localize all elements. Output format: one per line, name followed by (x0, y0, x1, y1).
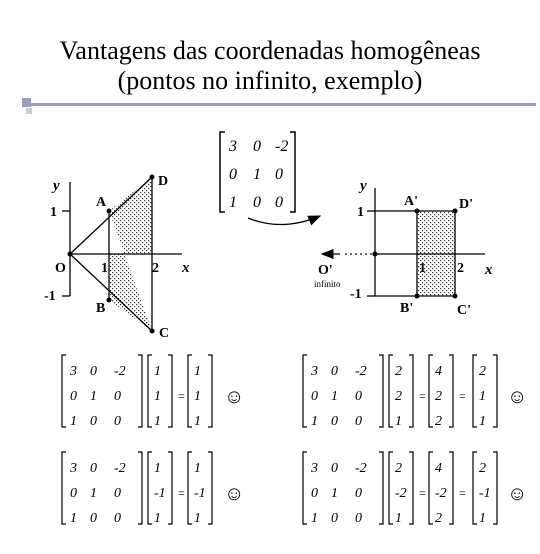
equation-vector-entry: 1 (395, 511, 402, 526)
equation-matrix-cell: 0 (355, 389, 362, 404)
right-infinity-note: infinito (314, 279, 341, 289)
equation-matrix-cell: 0 (114, 486, 121, 501)
equation-vector-entry: 1 (154, 511, 161, 526)
transform-arrow (248, 216, 320, 225)
equation-vector-entry: 1 (154, 389, 161, 404)
equation-result-entry: 2 (435, 389, 442, 404)
equation-matrix-cell: 1 (90, 486, 97, 501)
left-tick-yneg1: -1 (44, 289, 56, 304)
equation-matrix-cell: -2 (114, 364, 126, 379)
equation-matrix-cell: 0 (90, 414, 97, 429)
equation-matrix-cell: 1 (311, 511, 318, 526)
equation-matrix-cell: 1 (70, 414, 77, 429)
equation-matrix-cell: 0 (331, 461, 338, 476)
equation-matrix-cell: 0 (90, 461, 97, 476)
top-matrix-cell: 1 (253, 166, 261, 183)
equals-sign: = (459, 486, 466, 500)
equation-4 (303, 452, 527, 526)
equation-result-entry: 1 (194, 364, 201, 379)
left-x-label: x (182, 260, 190, 276)
equation-matrix-cell: 3 (70, 364, 77, 379)
smiley-icon: ☺ (507, 386, 528, 408)
right-tick-x2: 2 (457, 261, 464, 276)
right-tick-yneg1: -1 (350, 287, 362, 302)
top-matrix-cell: 0 (275, 194, 283, 211)
equation-matrix-cell: 1 (90, 389, 97, 404)
equation-matrix-cell: 0 (70, 486, 77, 501)
point-C (150, 329, 155, 334)
equation-result-entry: -2 (435, 486, 447, 501)
point-D-prime (453, 209, 458, 214)
equation-matrix-cell: 0 (355, 414, 362, 429)
equation-result-entry: 2 (435, 414, 442, 429)
equation-matrix-cell: -2 (114, 461, 126, 476)
equation-vector-entry: -1 (154, 486, 166, 501)
equation-matrix-cell: 0 (114, 414, 121, 429)
right-label-A: A' (404, 194, 418, 209)
equation-2 (303, 355, 527, 429)
left-tick-y1: 1 (50, 205, 57, 220)
equation-matrix-cell: 0 (331, 364, 338, 379)
equation-vector-entry: 1 (154, 414, 161, 429)
equation-matrix-cell: 1 (331, 486, 338, 501)
top-matrix-cell: 0 (229, 166, 237, 183)
left-label-C: C (159, 326, 170, 341)
smiley-icon: ☺ (224, 483, 245, 505)
origin-prime-point (373, 252, 378, 257)
equation-extra-entry: -1 (479, 486, 491, 501)
equals-sign: = (178, 486, 185, 500)
equals-sign: = (419, 486, 426, 500)
equation-extra-entry: 2 (479, 461, 486, 476)
equation-vector-entry: -2 (395, 486, 407, 501)
right-x-label: x (485, 262, 493, 278)
point-D (150, 175, 155, 180)
equation-vector-entry: 1 (154, 461, 161, 476)
left-y-label: y (53, 178, 60, 194)
equation-3 (62, 452, 244, 526)
equation-extra-entry: 1 (479, 414, 486, 429)
equation-result-entry: 2 (435, 511, 442, 526)
right-label-C: C' (457, 303, 471, 318)
equation-matrix-cell: 3 (70, 461, 77, 476)
point-B (107, 298, 112, 303)
equals-sign: = (419, 389, 426, 403)
equation-extra-entry: 1 (479, 511, 486, 526)
equation-matrix-cell: 1 (331, 389, 338, 404)
equation-result-entry: 4 (435, 364, 442, 379)
top-matrix-cell: 0 (253, 138, 261, 155)
top-matrix-cell: 1 (229, 194, 237, 211)
top-matrix (220, 132, 295, 212)
equation-vector-entry: 2 (395, 364, 402, 379)
equation-matrix-cell: 0 (114, 511, 121, 526)
equation-vector-entry: 2 (395, 389, 402, 404)
left-label-D: D (158, 174, 169, 189)
left-label-B: B (96, 301, 106, 316)
right-y-label: y (360, 178, 367, 194)
equation-matrix-cell: 3 (311, 364, 318, 379)
point-A (107, 209, 112, 214)
equation-matrix-cell: 1 (311, 414, 318, 429)
equation-matrix-cell: 0 (331, 511, 338, 526)
slide-title-line-1: Vantagens das coordenadas homogêneas (59, 36, 481, 65)
equation-result-entry: 1 (194, 414, 201, 429)
equation-vector-entry: 1 (154, 364, 161, 379)
left-tick-x2: 2 (152, 261, 159, 276)
equation-result-entry: 1 (194, 461, 201, 476)
equation-matrix-cell: 0 (331, 414, 338, 429)
equation-matrix-cell: 0 (70, 389, 77, 404)
equation-1 (62, 355, 244, 429)
smiley-icon: ☺ (224, 386, 245, 408)
top-matrix-cell: 3 (229, 138, 237, 155)
equation-matrix-cell: 0 (311, 486, 318, 501)
top-matrix-cell: -2 (275, 138, 289, 155)
equations (62, 355, 527, 526)
equation-matrix-cell: 0 (355, 486, 362, 501)
point-C-prime (453, 294, 458, 299)
point-A-prime (415, 209, 420, 214)
equation-extra-entry: 2 (479, 364, 486, 379)
equation-result-entry: -1 (194, 486, 206, 501)
origin-point (68, 252, 73, 257)
equation-vector-entry: 1 (395, 414, 402, 429)
right-tick-y1: 1 (357, 205, 364, 220)
equation-matrix-cell: 3 (311, 461, 318, 476)
equals-sign: = (459, 389, 466, 403)
right-figure (314, 178, 493, 318)
equation-matrix-cell: -2 (355, 364, 367, 379)
equation-matrix-cell: 0 (311, 389, 318, 404)
equation-matrix-cell: 0 (355, 511, 362, 526)
top-matrix-cell: 0 (253, 194, 261, 211)
left-tick-x1: 1 (101, 261, 108, 276)
left-figure (44, 174, 190, 341)
right-origin-label: O' (318, 263, 333, 278)
equation-result-entry: 1 (194, 511, 201, 526)
equation-matrix-cell: 1 (70, 511, 77, 526)
right-tick-x1: 1 (419, 261, 426, 276)
smiley-icon: ☺ (507, 483, 528, 505)
equation-result-entry: 1 (194, 389, 201, 404)
equation-matrix-cell: 0 (90, 364, 97, 379)
slide-title-line-2: (pontos no infinito, exemplo) (117, 66, 423, 95)
point-B-prime (415, 294, 420, 299)
left-origin-label: O (55, 261, 66, 276)
right-label-D: D' (459, 197, 473, 212)
top-matrix-cell: 0 (275, 166, 283, 183)
equals-sign: = (178, 389, 185, 403)
equation-matrix-cell: 0 (114, 389, 121, 404)
equation-vector-entry: 2 (395, 461, 402, 476)
equation-matrix-cell: 0 (90, 511, 97, 526)
equation-extra-entry: 1 (479, 389, 486, 404)
right-label-B: B' (400, 301, 414, 316)
equation-matrix-cell: -2 (355, 461, 367, 476)
left-label-A: A (96, 195, 107, 210)
equation-result-entry: 4 (435, 461, 442, 476)
